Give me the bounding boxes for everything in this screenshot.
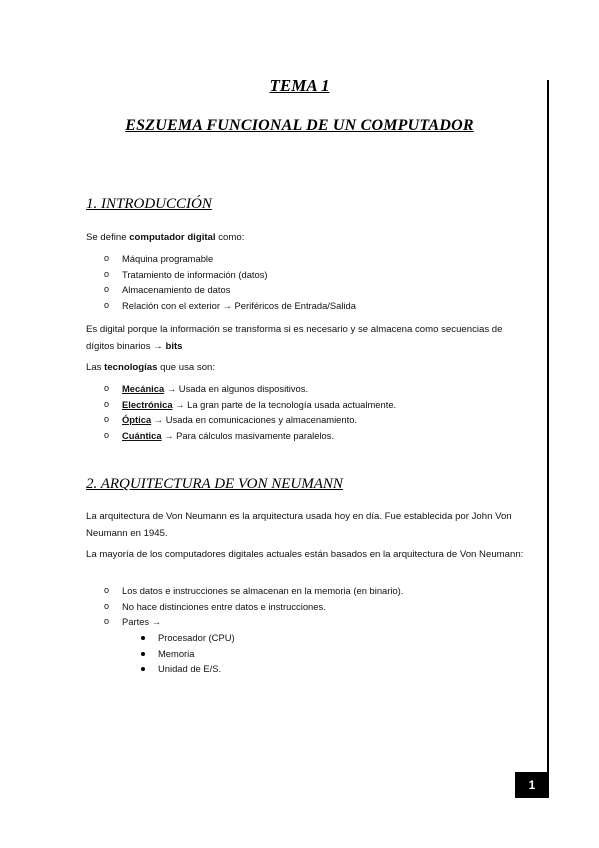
list-item bbox=[86, 381, 396, 397]
definition-prefix: Se define bbox=[86, 232, 130, 243]
list-item-text: No hace distinciones entre datos e instrucciones. bbox=[122, 600, 326, 612]
section-heading-von-neumann: 2. ARQUITECTURA DE VON NEUMANN bbox=[86, 476, 343, 492]
list-item bbox=[138, 646, 235, 662]
digital-paragraph bbox=[86, 321, 526, 355]
part-text: Memoria bbox=[158, 647, 195, 659]
list-item-text: Almacenamiento de datos bbox=[122, 284, 231, 296]
tech-prefix: Las bbox=[86, 362, 105, 373]
list-item bbox=[86, 397, 396, 413]
technology-desc: → La gran parte de la tecnología usada actualmente. bbox=[172, 398, 397, 410]
technology-name: Mecánica bbox=[122, 383, 165, 394]
part-text: Unidad de E/S. bbox=[158, 663, 222, 675]
list-item bbox=[86, 282, 356, 298]
circle-bullet-icon: o bbox=[104, 299, 110, 310]
circle-bullet-icon: o bbox=[104, 383, 110, 393]
circle-bullet-icon: o bbox=[104, 284, 110, 295]
tech-suffix: que usa son: bbox=[157, 362, 216, 373]
list-item bbox=[138, 661, 235, 677]
tech-term: tecnologías bbox=[104, 362, 158, 373]
circle-bullet-icon: o bbox=[104, 253, 110, 263]
circle-bullet-icon: o bbox=[104, 600, 110, 611]
circle-bullet-icon: o bbox=[104, 429, 110, 440]
circle-bullet-icon: o bbox=[104, 616, 110, 627]
technology-desc: → Usada en comunicaciones y almacenamiento. bbox=[151, 414, 358, 426]
list-item-text: Partes → bbox=[122, 616, 162, 628]
technology-name: Óptica bbox=[122, 414, 152, 426]
technology-name: Cuántica bbox=[122, 429, 162, 441]
von-neumann-list bbox=[86, 583, 403, 630]
dot-bullet-icon bbox=[141, 636, 145, 640]
circle-bullet-icon: o bbox=[104, 268, 110, 279]
list-item bbox=[86, 298, 356, 314]
part-text: Procesador (CPU) bbox=[158, 632, 235, 643]
list-item bbox=[138, 630, 235, 646]
list-item-text: Los datos e instrucciones se almacenan en la memoria (en binario). bbox=[122, 585, 404, 596]
technology-desc: → Usada en algunos dispositivos. bbox=[164, 383, 309, 394]
technology-name: Electrónica bbox=[122, 398, 173, 410]
dot-bullet-icon bbox=[141, 667, 145, 671]
technology-desc: → Para cálculos masivamente paralelos. bbox=[161, 429, 335, 441]
definition-term: computador digital bbox=[129, 232, 216, 243]
von-neumann-paragraph-2: La mayoría de los computadores digitales actuales están basados en la arquitectura de Von Neumann: bbox=[86, 549, 524, 560]
page-border-rule bbox=[547, 80, 549, 798]
list-item bbox=[86, 614, 403, 630]
definition-paragraph bbox=[86, 229, 526, 246]
digital-text: Es digital porque la información se transforma si es necesario y se almacena como secuencias de dígitos binarios → bbox=[86, 324, 503, 352]
definition-suffix: como: bbox=[215, 232, 245, 243]
section-heading-introduccion: 1. INTRODUCCIÓN bbox=[86, 196, 212, 212]
circle-bullet-icon: o bbox=[104, 414, 110, 425]
document-title: TEMA 1 bbox=[269, 76, 330, 95]
document-subtitle: ESZUEMA FUNCIONAL DE UN COMPUTADOR bbox=[125, 117, 474, 134]
list-item bbox=[86, 599, 403, 615]
circle-bullet-icon: o bbox=[104, 398, 110, 409]
list-item bbox=[86, 583, 403, 599]
dot-bullet-icon bbox=[141, 652, 145, 656]
page-number: 1 bbox=[515, 772, 549, 798]
list-item-text: Relación con el exterior → Periféricos de Entrada/Salida bbox=[122, 299, 356, 311]
digital-term: bits bbox=[165, 341, 183, 352]
list-item bbox=[86, 251, 356, 267]
list-item-text: Tratamiento de información (datos) bbox=[122, 268, 268, 280]
technologies-list bbox=[86, 381, 396, 443]
parts-sublist bbox=[138, 630, 235, 677]
definition-list bbox=[86, 251, 356, 313]
circle-bullet-icon: o bbox=[104, 585, 110, 595]
list-item bbox=[86, 428, 396, 444]
von-neumann-paragraph-1: La arquitectura de Von Neumann es la arquitectura usada hoy en día. Fue establecida por John Von Neumann en 1945. bbox=[86, 511, 512, 539]
technologies-intro bbox=[86, 359, 526, 376]
list-item bbox=[86, 412, 396, 428]
list-item bbox=[86, 267, 356, 283]
list-item-text: Máquina programable bbox=[122, 253, 214, 264]
